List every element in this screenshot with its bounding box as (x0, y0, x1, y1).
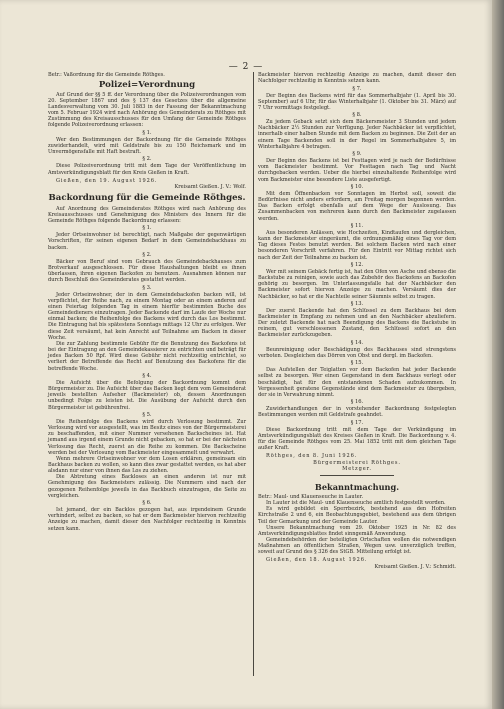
paragraph: Das Aufstellen der Teiglatten vor dem Backofen hat jeder Backende selbst zu besorgen. Wer einen Gegenstand in dem Backhaus verlegt oder beschädigt, hat für den entstandenen Schaden aufzukommen. In Vergessenheit geratene Gegenstände sind dem Backmeister zu übergeben, der sie in Verwahrung nimmt. (258, 367, 456, 398)
notice-subject: Betr.: Vaßordnung für die Gemeinde Röthges. (48, 72, 165, 78)
section-heading: § 9. (352, 151, 362, 158)
right-column (258, 72, 456, 570)
paragraph: Unsere Bekanntmachung vom 29. Oktober 1925 in Nr. 82 des Amtsverkündigungsblattes findet sinngemäß Anwendung. (258, 524, 456, 537)
section-heading: § 16. (350, 399, 364, 406)
signature-line: Bürgermeisterei Röthges. (313, 459, 401, 466)
paragraph: Zuwiderhandlungen der in vorstehender Backordnung festgelegten Bestimmungen werden mit Geldstrafe geahndet. (258, 406, 456, 419)
paragraph: Beunreinigung oder Beschädigung des Backhauses sind strengstens verboten. Desgleichen das Dörren von Obst und dergl. im Backofen. (258, 346, 456, 359)
paragraph: Bäcker von Beruf sind vom Gebrauch des Gemeindebackhauses zum Brotverkauf ausgeschlossen. Für diese Haushaltungen bleibt es ihnen überlassen, ihren eigenen Backofen zu benutzen. Ausnahmen können nur durch Beschluß des Gemeinderates gestattet werden. (48, 258, 246, 284)
date-line: Röthges, den 8. Juni 1926. (266, 453, 358, 460)
paragraph: Diese Polizeiverordnung tritt mit dem Tage der Veröffentlichung im Amtsverkündigungsblatt für den Kreis Gießen in Kraft. (48, 163, 246, 176)
date-line: Gießen, den 18. August 1926. (266, 557, 368, 564)
paragraph: Auf Grund der §§ 5 ff. der Verordnung über die Polizeiverordnungen vom 20. September 1867 und des § 137 des Gesetzes über die allgemeine Landesverwaltung vom 30. Juli 1883 in der Fassung der Bekanntmachung vom 5. Februar 1924 wird nach Anhörung des Gemeinderats zu Röthges mit Zustimmung des Kreisausschusses für den Umfang der Gemeinde Röthges folgende Polizeiverordnung erlassen: (48, 91, 246, 129)
paragraph: Mit dem Öffnenbacken vor Sonntagen im Herbst soll, soweit die Bedürfnisse nicht anders erfordern, am Freitag morgen begonnen werden. Das Backen erfolgt ebenfalls auf dem Wege der Auslosung. Das Zusammenbacken von mehreren kann durch den Backmeister zugelassen werden. (258, 190, 456, 222)
divider (320, 475, 394, 476)
signature-line: Kreisamt Gießen. J. V.: Schmidt. (374, 563, 456, 570)
section-heading: § 5. (142, 411, 152, 418)
left-column (48, 72, 246, 532)
paragraph: Jeder Ortseinwohner, der in dem Gemeindebackofen backen will, ist verpflichtet, der Reihe nach, zu einem Montag oder an einem anderen auf einen Feiertag folgenden Tag in einem hierfür bestimmten Buche des Gemeindedieners einzutragen. Jeder Backende darf im Laufe der Woche nur einmal backen; die Reihenfolge des Backens wird durch das Los bestimmt. Die Eintragung hat bis spätestens Sonntags mittags 12 Uhr zu erfolgen. Wer diese Zeit versäumt, hat kein Anrecht auf Teilnahme am Backen in dieser Woche. (48, 291, 246, 341)
section-heading: § 2. (142, 251, 152, 258)
paragraph: Der Beginn des Backens wird für das Sommerhalbjahr (1. April bis 30. September) auf 6 Uhr, für das Winterhalbjahr (1. Oktober bis 31. März) auf 7 Uhr vormittags festgelegt. (258, 92, 456, 111)
section-heading: § 3. (142, 284, 152, 291)
paragraph: Gemeindebehörden der beteiligten Ortschaften wollen die notwendigen Maßnahmen an öffentlichen Straßen, Wegen usw. unverzüglich treffen, soweit auf Grund des § 326 des StGB. Mitteilung erfolgt ist. (258, 536, 456, 556)
section-heading: § 1. (142, 129, 152, 136)
paragraph: Wer den Bestimmungen der Backordnung für die Gemeinde Röthges zuwiderhandelt, wird mit Geldstrafe bis zu 150 Reichsmark und im Unvermögensfalle mit Haft bestraft. (48, 136, 246, 156)
paragraph: Die Aufsicht über die Befolgung der Backordnung kommt dem Bürgermeister zu. Die Aufsicht über das Backen liegt dem vom Gemeinderat jeweils bestellten Aufseher (Backmeister) ob, dessen Anordnungen unbedingt Folge zu leisten ist. Die Ausübung der Aufsicht durch den Bürgermeister ist gebührenfrei. (48, 379, 246, 411)
paragraph: Wer mit seinem Gebäck fertig ist, hat den Ofen von Asche und ebenso die Backstube zu reinigen, sowie auch das Zubehör des Backofens an Backofen gehörig zu besorgen. Im Unterlassungsfalle hat der Nachbäcker den Backmeister sofort hiervon Anzeige zu machen. Versäumt dies der Nachbäcker, so hat er die Nachteile seiner Säumnis selbst zu tragen. (258, 268, 456, 300)
section-heading: § 12. (350, 261, 364, 268)
paragraph: Ist jemand, der ein Backlos gezogen hat, aus irgendeinem Grunde verhindert, selbst zu backen, so hat er dem Backmeister hiervon rechtzeitig Anzeige zu machen, damit dieser den Nachfolger rechtzeitig in Kenntnis setzen kann. (48, 507, 246, 532)
section-heading: § 14. (350, 339, 364, 346)
section-heading: § 13. (350, 300, 364, 307)
paragraph: Auf Anordnung des Gemeinderates Röthges wird nach Anhörung des Kreisausschusses und Genehmigung des Ministers des Innern für die Gemeinde Röthges folgende Backordnung erlassen: (48, 205, 246, 224)
section-heading: § 7. (352, 85, 362, 92)
paragraph: Aus besonderen Anlässen, wie Hochzeiten, Kindtaufen und dergleichen, kann der Backmeister eingeräumt, die ordnungsmäßig eines Tag vor dem Tag dieses Festes benutzt werden. Bei solchem Backen wird nach einer besonderen Vorschrift verfahren. Für den Eintritt vor Mittag richtet sich nach der Zeit der Teilnahme zu backen ist. (258, 229, 456, 261)
paragraph: Wenn mehrere Ortseinwohner vor dem Losen erklären, gemeinsam ein Backhaus backen zu wollen, so kann dies zwar gestattet werden, es hat aber alsdann nur einer von ihnen das Los zu ziehen. (48, 455, 246, 475)
section-heading: § 4. (142, 372, 152, 379)
paragraph: Die Abtretung eines Backloses an einen anderen ist nur mit Genehmigung des Backmeisters zulässig. Die Nummern sind nach der gezogenen Reihenfolge jeweils in das Backbuch einzutragen, die Seite zu vergleichen. (48, 474, 246, 499)
section-heading: § 17. (350, 419, 364, 426)
scan-edge (492, 0, 504, 709)
paragraph: Backmeister hiervon rechtzeitig Anzeige zu machen, damit dieser den Nachfolger rechtzeitig in Kenntnis setzen kann. (258, 72, 456, 85)
signature-line: Kreisamt Gießen. J. V.: Wolf. (174, 183, 246, 190)
paragraph: Die Reihenfolge des Backens wird durch Verlosung bestimmt. Zur Verlosung wird vor ausgestellt, was im Besitz eines von der Bürgermeisterei zu beschaffenden, mit einer Nummer versehenen Backscheines ist. Hat jemand aus irgend einem Grunde nicht gebacken, so hat er bei der nächsten Verlosung das Recht, zuerst an die Reihe zu kommen. Die Backscheine werden bei der Verlosung vom Backmeister eingesammelt und verwahrt. (48, 418, 246, 456)
signature-name: Metzger. (342, 465, 372, 472)
section-heading: § 6. (142, 500, 152, 507)
paragraph: Es wird gebildet ein Sperrbezirk, bestehend aus den Hofreiten Kirchstraße 2 und 6, ein Beobachtungsgebiet, bestehend aus dem übrigen Teil der Gemarkung und der Gemeinde Lauter. (258, 506, 456, 525)
section-heading: § 8. (352, 112, 362, 119)
section-heading: § 11. (350, 222, 364, 229)
paragraph: Die zur Zahlung bestimmte Gebühr für die Benutzung des Backofens ist bei der Eintragung an den Gemeindekassierer zu entrichten und beträgt für jedes Backen 50 Rpf. Wird diese Gebühr nicht rechtzeitig entrichtet, so verliert der Betreffende das Recht auf Benutzung des Backofens für die betreffende Woche. (48, 340, 246, 372)
section-title-announcement: Bekanntmachung. (314, 481, 400, 492)
page-number: — 2 — (228, 62, 264, 72)
paragraph: Der Beginn des Backens ist bei Festtagen wird je nach der Bedürfnisse vom Backmeister bestimmt. Vor Festtagen nach Tag und Nacht durchgebacken werden. Ueber die hierbei einzuhaltende Reihenfolge wird vom Backmeister eine besondere Liste ausgefertigt. (258, 158, 456, 183)
column-divider (253, 72, 254, 676)
notice-subject: Betr.: Maul- und Klauenseuche in Lauter. (258, 493, 364, 500)
paragraph: Der zuerst Backende hat den Schlüssel zu dem Backhaus bei dem Backmeister in Empfang zu nehmen und an den Nachbäcker abzuliefern. Der zuletzt Backende hat nach Beendigung des Backens die Backstube in reinem, gut verschlossenen Zustand, den Schlüssel sofort an den Backmeister zurückzugeben. (258, 307, 456, 339)
date-line: Gießen, den 19. August 1926. (56, 177, 158, 184)
section-heading: § 10. (350, 183, 364, 190)
paragraph: Jeder Ortseinwohner ist berechtigt, nach Maßgabe der gegenwärtigen Vorschriften, für seinen eigenen Bedarf in dem Gemeindebackhaus zu backen. (48, 232, 246, 251)
section-heading: § 15. (350, 360, 364, 367)
section-heading: § 1. (142, 225, 152, 232)
paragraph: In Lauter ist die Maul- und Klauenseuche amtlich festgestellt worden. (266, 500, 446, 507)
paragraph: Diese Backordnung tritt mit dem Tage der Verkündigung im Amtsverkündigungsblatt des Kreises Gießen in Kraft. Die Backordnung v. 4. für die Gemeinde Röthges vom 25. Mai 1852 tritt mit dem gleichen Tage außer Kraft. (258, 426, 456, 452)
paragraph: Zu jedem Geback setzt sich dem Bäckersmeister 3 Stunden und jedem Nachbäcker 2½ Stunden zur Verfügung. Jeder Nachbäcker ist verpflichtet, innerhalb einer halben Stunde mit dem Backen zu beginnen. Die Zeit der an einem Tage Backenden soll in der Regel im Sommerhalbjahre 5, im Winterhalbjahre 4 betragen. (258, 119, 456, 150)
section-title-police-ordinance: Polizei=Verordnung (98, 80, 196, 91)
section-heading: § 2. (142, 156, 152, 163)
section-title-bake-ordinance: Backordnung für die Gemeinde Röthges. (48, 193, 246, 204)
